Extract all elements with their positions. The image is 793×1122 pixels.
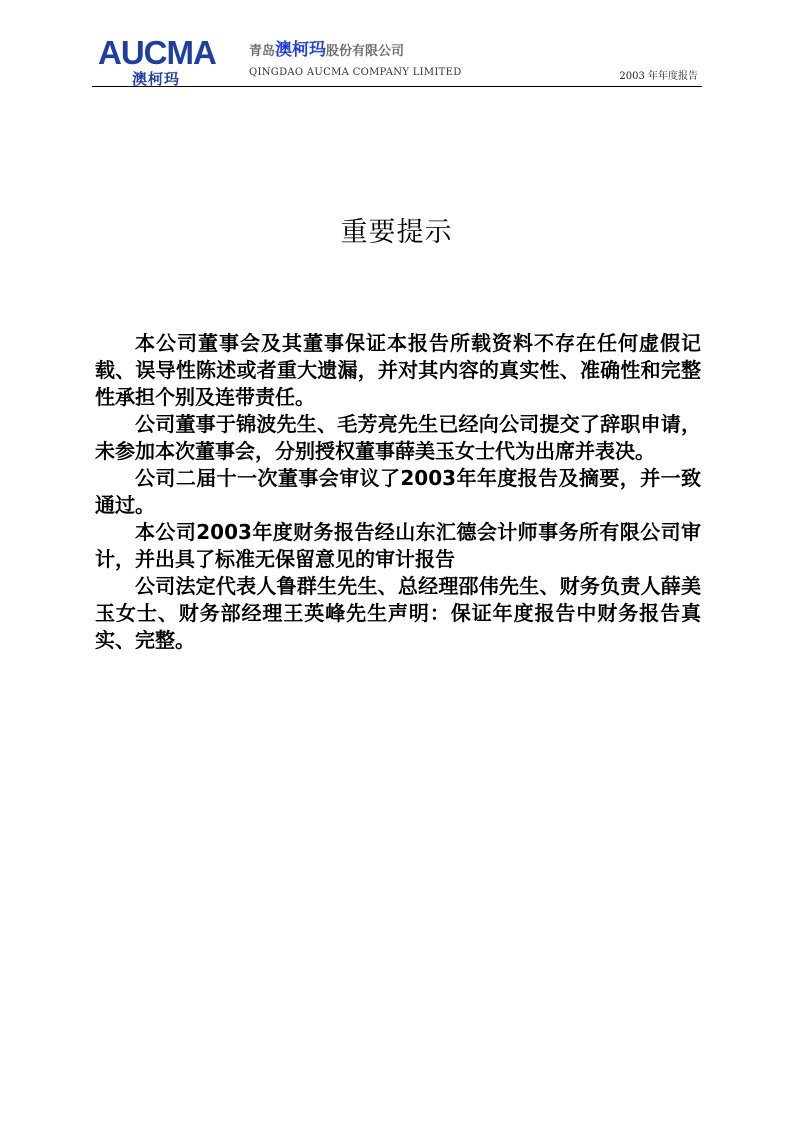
page-header [92,30,702,88]
page-title: 重要提示 [340,217,453,248]
logo-wordmark-cn: 澳柯玛 [132,70,181,88]
company-name-brand: 澳柯玛 [275,40,327,60]
notice-paragraph: 公司法定代表人鲁群生先生、总经理邵伟先生、财务负责人薛美玉女士、财务部经理王英峰先生声明：保证年度报告中财务报告真实、完整。 [95,574,701,652]
logo-wordmark-en: AUCMA [98,34,216,71]
company-name-cn [249,41,404,61]
notice-paragraph: 公司二届十一次董事会审议了2003年年度报告及摘要，并一致通过。 [95,466,701,517]
notice-paragraph: 本公司董事会及其董事保证本报告所载资料不存在任何虚假记载、误导性陈述或者重大遗漏，并对其内容的真实性、准确性和完整性承担个别及连带责任。 [95,331,701,409]
company-name-en: QINGDAO AUCMA COMPANY LIMITED [249,67,462,78]
notice-paragraph: 公司董事于锦波先生、毛芳亮先生已经向公司提交了辞职申请，未参加本次董事会，分别授权董事薛美玉女士代为出席并表决。 [95,412,701,463]
notice-body [95,330,701,654]
notice-paragraph: 本公司2003年度财务报告经山东汇德会计师事务所有限公司审计，并出具了标准无保留意见的审计报告 [95,520,701,571]
company-name-suffix: 股份有限公司 [326,44,405,59]
aucma-logo [98,36,238,86]
company-name-prefix: 青岛 [249,44,276,59]
header-divider [92,86,702,87]
report-year-tag: 2003 年年度报告 [619,71,698,82]
